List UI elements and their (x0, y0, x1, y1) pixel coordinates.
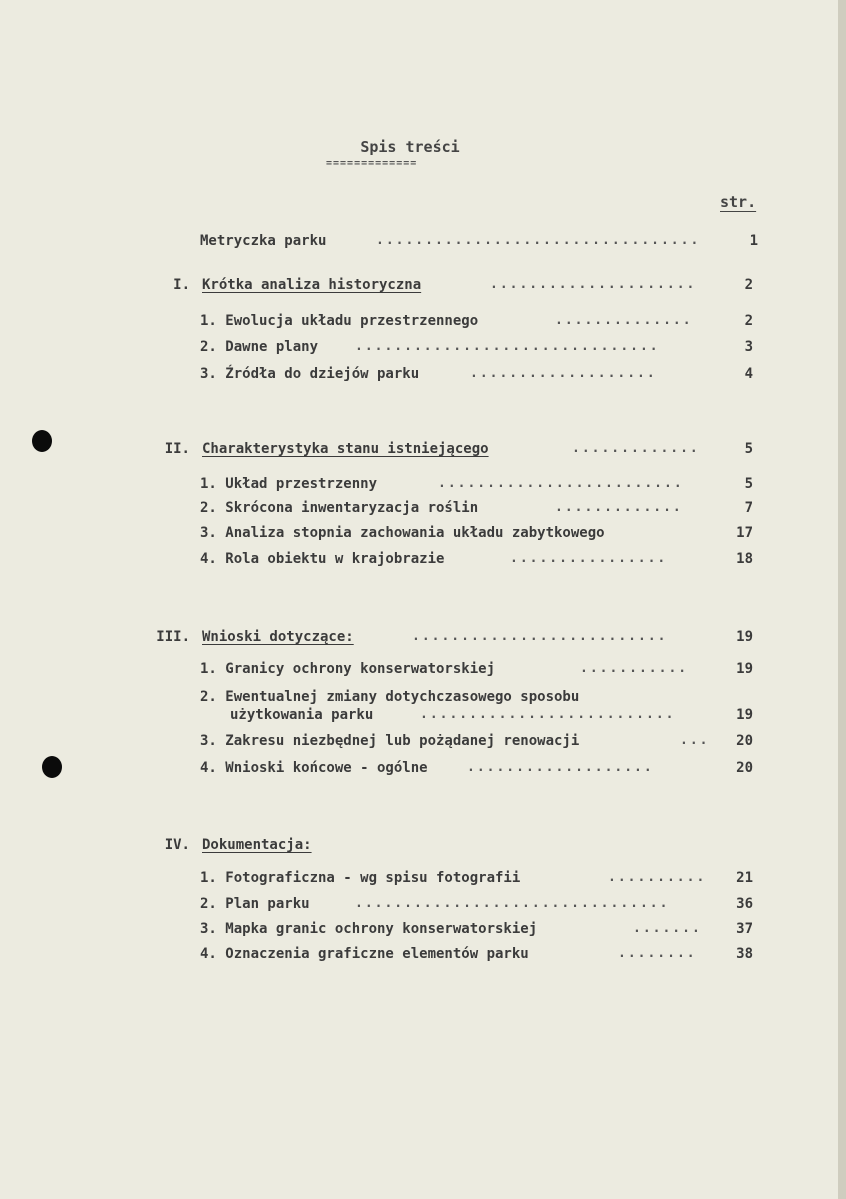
dot-leader: ................................ (355, 896, 670, 911)
entry-page: 21 (736, 870, 753, 886)
entry-text: 2. Plan parku (200, 896, 310, 912)
dot-leader: ................... (470, 366, 657, 381)
dot-leader: .............. (555, 313, 693, 328)
entry-text: 1. Fotograficzna - wg spisu fotografii (200, 870, 521, 886)
entry-page: 7 (744, 500, 753, 516)
toc-entry (0, 658, 846, 680)
dot-leader: ........... (580, 661, 689, 676)
dot-leader: .......................... (420, 707, 676, 722)
entry-text: 4. Oznaczenia graficzne elementów parku (200, 946, 529, 962)
dot-leader: .......... (608, 870, 707, 885)
section-numeral: II. (164, 441, 190, 457)
entry-text: 1. Ewolucja układu przestrzennego (200, 313, 479, 329)
entry-text: 3. Mapka granic ochrony konserwatorskiej (200, 921, 538, 937)
toc-entry-continuation (0, 704, 846, 726)
entry-page: 2 (744, 313, 753, 329)
entry-page: 2 (744, 277, 753, 293)
toc-section-i (0, 274, 846, 296)
dot-leader: ..................... (490, 277, 697, 292)
dot-leader: ... (680, 733, 710, 748)
entry-page: 37 (736, 921, 753, 937)
entry-text: 1. Układ przestrzenny (200, 476, 378, 492)
section-heading: Wnioski dotyczące: (202, 629, 354, 645)
dot-leader: ............. (555, 500, 683, 515)
entry-text: 2. Ewentualnej zmiany dotychczasowego sposobu (200, 689, 580, 705)
toc-entry (0, 336, 846, 358)
dot-leader: ....... (633, 921, 702, 936)
toc-entry-metryczka (0, 230, 846, 252)
entry-page: 18 (736, 551, 753, 567)
toc-entry (0, 867, 846, 889)
dot-leader: ................ (510, 551, 668, 566)
section-heading: Charakterystyka stanu istniejącego (202, 441, 489, 457)
toc-section-iii (0, 626, 846, 648)
entry-text: 3. Zakresu niezbędnej lub pożądanej renowacji (200, 733, 580, 749)
entry-page: 5 (744, 476, 753, 492)
toc-entry (0, 730, 846, 752)
toc-entry (0, 522, 846, 544)
entry-page: 20 (736, 760, 753, 776)
entry-page: 4 (744, 366, 753, 382)
entry-page: 3 (744, 339, 753, 355)
entry-page: 36 (736, 896, 753, 912)
toc-entry (0, 497, 846, 519)
section-heading: Dokumentacja: (202, 837, 312, 853)
toc-entry (0, 363, 846, 385)
toc-entry (0, 757, 846, 779)
toc-entry (0, 893, 846, 915)
entry-text: 4. Rola obiektu w krajobrazie (200, 551, 445, 567)
entry-page: 19 (736, 629, 753, 645)
dot-leader: ......................... (438, 476, 684, 491)
dot-leader: ............. (572, 441, 700, 456)
toc-entry (0, 943, 846, 965)
entry-page: 17 (736, 525, 753, 541)
toc-title: Spis treści (360, 138, 460, 156)
entry-page: 1 (749, 233, 758, 249)
section-numeral: III. (156, 629, 190, 645)
entry-text: 2. Skrócona inwentaryzacja roślin (200, 500, 479, 516)
dot-leader: ........ (618, 946, 697, 961)
toc-section-ii (0, 438, 846, 460)
dot-leader: .......................... (412, 629, 668, 644)
entry-text: użytkowania parku (230, 707, 374, 723)
toc-entry (0, 310, 846, 332)
section-numeral: I. (173, 277, 190, 293)
entry-page: 38 (736, 946, 753, 962)
dot-leader: ................................. (376, 233, 701, 248)
entry-text: 4. Wnioski końcowe - ogólne (200, 760, 428, 776)
toc-entry (0, 473, 846, 495)
toc-entry (0, 548, 846, 570)
toc-section-iv (0, 834, 846, 856)
entry-text: 3. Źródła do dziejów parku (200, 366, 420, 382)
page-edge-shadow (838, 0, 846, 1199)
dot-leader: ............................... (355, 339, 660, 354)
entry-text: 3. Analiza stopnia zachowania układu zabytkowego (200, 525, 605, 541)
section-heading: Krótka analiza historyczna (202, 277, 422, 293)
entry-page: 20 (736, 733, 753, 749)
entry-page: 19 (736, 661, 753, 677)
dot-leader: ................... (467, 760, 654, 775)
section-numeral: IV. (164, 837, 190, 853)
title-underline: ============= (326, 158, 418, 169)
entry-text: 1. Granicy ochrony konserwatorskiej (200, 661, 496, 677)
toc-entry (0, 918, 846, 940)
entry-text: 2. Dawne plany (200, 339, 319, 355)
entry-text: Metryczka parku (200, 233, 327, 249)
page-column-header: str. (720, 193, 757, 211)
entry-page: 5 (744, 441, 753, 457)
entry-page: 19 (736, 707, 753, 723)
